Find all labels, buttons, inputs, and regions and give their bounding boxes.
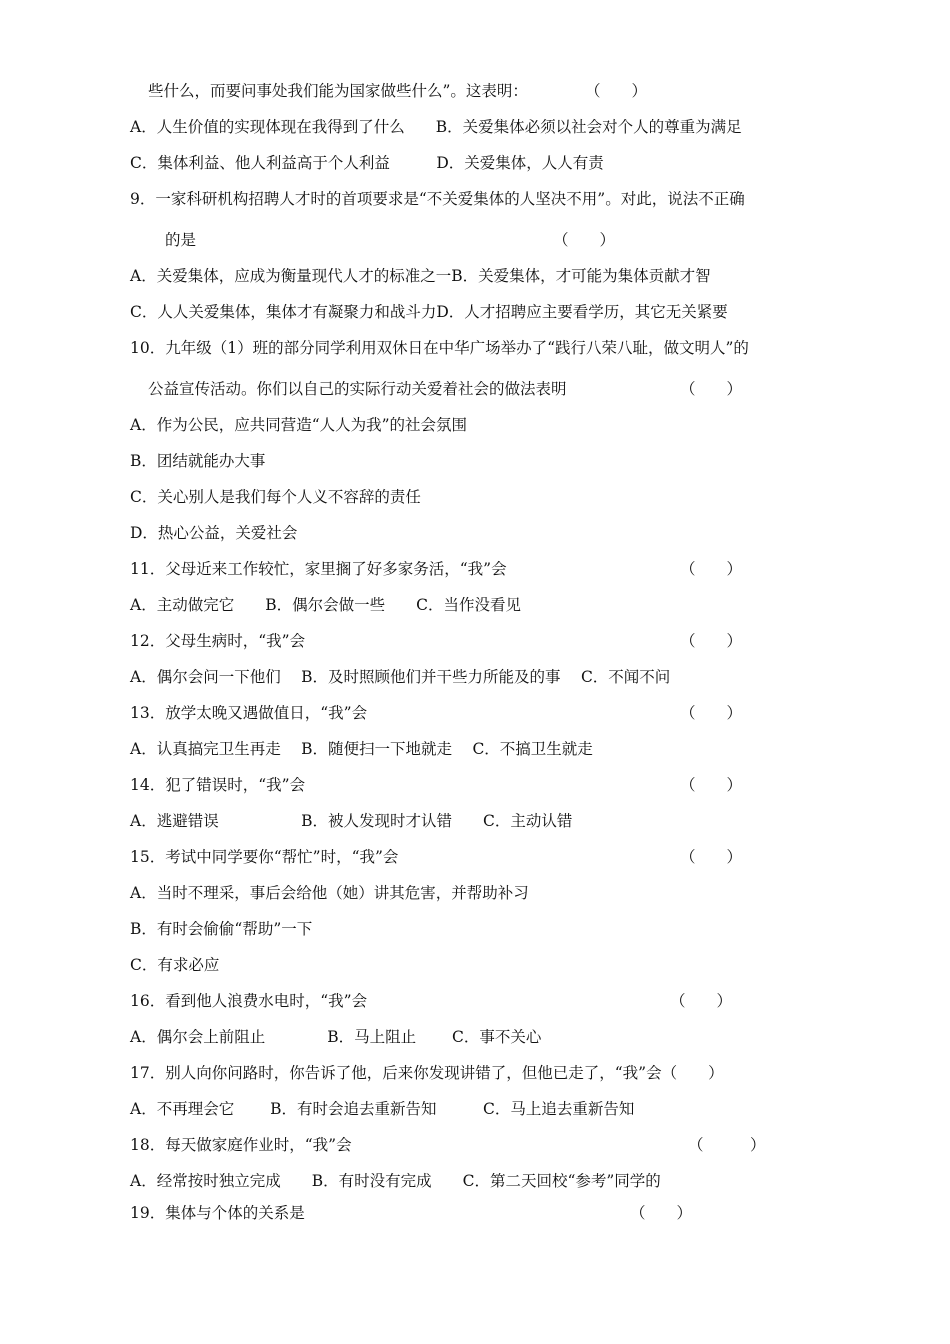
answer-paren: （ ）	[680, 704, 743, 722]
question-8-options-cd: C．集体利益、他人利益高于个人利益 D．关爱集体，人人有责	[130, 154, 604, 172]
question-17-stem: 17．别人向你问路时，你告诉了他，后来你发现讲错了，但他已走了，“我”会（ ）	[130, 1064, 724, 1082]
question-11-stem: 11．父母近来工作较忙，家里搁了好多家务活，“我”会	[130, 560, 507, 578]
question-15-option-a: A．当时不理采，事后会给他（她）讲其危害，并帮助补习	[130, 884, 529, 902]
question-8-stem-cont: 些什么，而要问事处我们能为国家做些什么”。这表明：	[148, 82, 528, 100]
answer-paren: （ ）	[688, 1136, 766, 1154]
answer-paren: （ ）	[585, 82, 648, 100]
question-16-options: A．偶尔会上前阻止 B．马上阻止 C．事不关心	[130, 1028, 542, 1046]
answer-paren: （ ）	[680, 776, 743, 794]
question-12-options: A．偶尔会问一下他们 B．及时照顾他们并干些力所能及的事 C．不闻不问	[130, 668, 671, 686]
answer-paren: （ ）	[680, 632, 743, 650]
question-18-options: A．经常按时独立完成 B．有时没有完成 C．第二天回校“参考”同学的	[130, 1172, 661, 1190]
question-17-options: A．不再理会它 B．有时会追去重新告知 C．马上追去重新告知	[130, 1100, 635, 1118]
answer-paren: （ ）	[630, 1204, 693, 1222]
answer-paren: （ ）	[680, 848, 743, 866]
question-10-option-a: A．作为公民，应共同营造“人人为我”的社会氛围	[130, 416, 468, 434]
question-16-stem: 16．看到他人浪费水电时，“我”会	[130, 992, 368, 1010]
question-18-stem: 18．每天做家庭作业时，“我”会	[130, 1136, 352, 1154]
question-10-option-c: C．关心别人是我们每个人义不容辞的责任	[130, 488, 421, 506]
question-12-stem: 12．父母生病时，“我”会	[130, 632, 306, 650]
question-14-stem: 14．犯了错误时，“我”会	[130, 776, 306, 794]
question-10-option-b: B．团结就能办大事	[130, 452, 266, 470]
question-15-option-c: C．有求必应	[130, 956, 220, 974]
question-9-stem-cont: 的是	[165, 231, 197, 249]
question-11-options: A．主动做完它 B．偶尔会做一些 C．当作没看见	[130, 596, 521, 614]
question-10-option-d: D．热心公益，关爱社会	[130, 524, 298, 542]
answer-paren: （ ）	[553, 231, 616, 249]
question-13-options: A．认真搞完卫生再走 B．随便扫一下地就走 C．不搞卫生就走	[130, 740, 593, 758]
question-13-stem: 13．放学太晚又遇做值日，“我”会	[130, 704, 368, 722]
answer-paren: （ ）	[670, 992, 733, 1010]
question-15-option-b: B．有时会偷偷“帮助”一下	[130, 920, 313, 938]
question-9-options-ab: A．关爱集体，应成为衡量现代人才的标准之一B．关爱集体，才可能为集体贡献才智	[130, 267, 711, 285]
answer-paren: （ ）	[680, 380, 743, 398]
question-10-stem-cont: 公益宣传活动。你们以自己的实际行动关爱着社会的做法表明	[148, 380, 567, 398]
question-9-stem: 9．一家科研机构招聘人才时的首项要求是“不关爱集体的人坚决不用”。对此，说法不正确	[130, 190, 745, 208]
question-9-options-cd: C．人人关爱集体，集体才有凝聚力和战斗力D．人才招聘应主要看学历，其它无关紧要	[130, 303, 728, 321]
question-14-options: A．逃避错误 B．被人发现时才认错 C．主动认错	[130, 812, 573, 830]
question-19-stem: 19．集体与个体的关系是	[130, 1204, 305, 1222]
answer-paren: （ ）	[680, 560, 743, 578]
question-8-options-ab: A．人生价值的实现体现在我得到了什么 B．关爱集体必须以社会对个人的尊重为满足	[130, 118, 742, 136]
question-10-stem: 10．九年级（1）班的部分同学利用双休日在中华广场举办了“践行八荣八耻，做文明人”的	[130, 339, 749, 357]
question-15-stem: 15．考试中同学要你“帮忙”时，“我”会	[130, 848, 399, 866]
